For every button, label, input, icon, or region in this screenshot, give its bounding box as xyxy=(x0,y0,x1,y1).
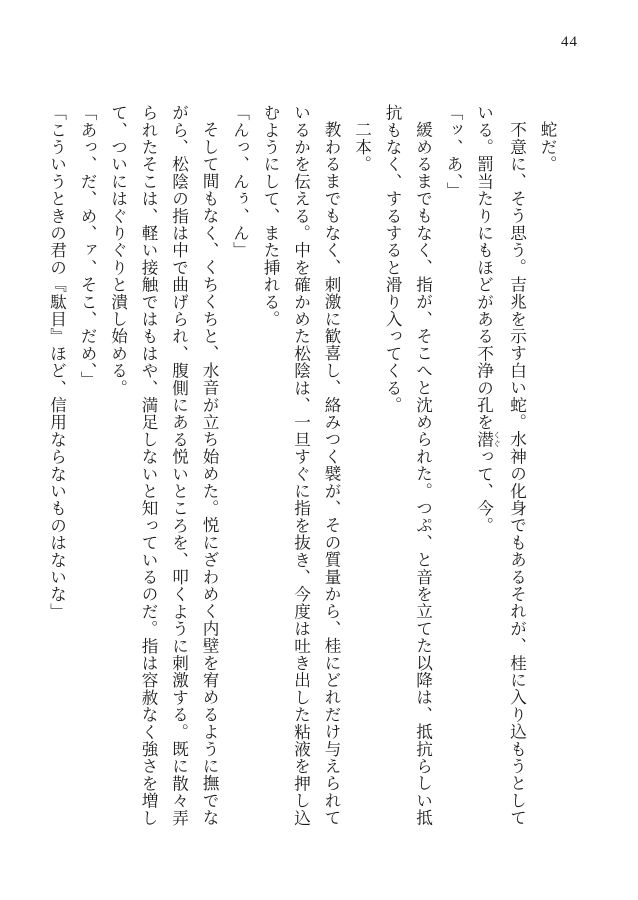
text-line: 教わるまでもなく、刺激に歓喜し、絡みつく襞が、その質量から、桂にどれだけ与えられて xyxy=(322,120,341,826)
text-line: 蛇だ。 xyxy=(538,120,557,173)
text-line: 「こういうときの君の『駄目』ほど、信用ならないものはないな」 xyxy=(47,104,67,620)
page-number: 44 xyxy=(561,34,578,50)
text-line: がら、松陰の指は中で曲げられ、腹側にある悦いところを、叩くように刺激する。既に散々弄 xyxy=(169,104,189,827)
text-line: 不意に、そう思う。吉兆を示す白い蛇。水神の化身でもあるそれが、桂に入り込もうとして xyxy=(507,120,527,826)
text-line: 抗もなく、するすると滑り入ってくる。 xyxy=(383,104,402,414)
text-line: いる。罰当たりにもほどがある不浄の孔を潜 くぐって、今。 xyxy=(474,104,502,535)
text-line: 緩めるまでもなく、指が、そこへと沈められた。つぷ、と音を立てた以降は、抵抗らしい抵 xyxy=(413,120,433,826)
text-line: むようにして、また挿れる。 xyxy=(261,104,280,328)
body-text xyxy=(41,104,562,827)
text-line: そして間もなく、くちくちと、水音が立ち始めた。悦にざわめく内壁を宥めるように撫でな xyxy=(200,120,219,826)
text-line: て、ついにはぐりぐりと潰し始める。 xyxy=(108,104,128,397)
text-line: 「ッ、あ、」 xyxy=(444,104,463,199)
text-line: 「あっ、だ、め、ァ、そこ、だめ、」 xyxy=(78,104,97,389)
text-line: 二本。 xyxy=(352,120,372,173)
text-line: 「んっ、んぅ、ん」 xyxy=(230,104,250,259)
text-line: いるかを伝える。中を確かめた松陰は、一旦すぐに指を抜き、今度は吐き出した粘液を押し込 xyxy=(291,104,311,827)
text-line: られたそこは、軽い接触ではもはや、満足しないと知っているのだ。指は容赦なく強さを増し xyxy=(139,104,158,827)
